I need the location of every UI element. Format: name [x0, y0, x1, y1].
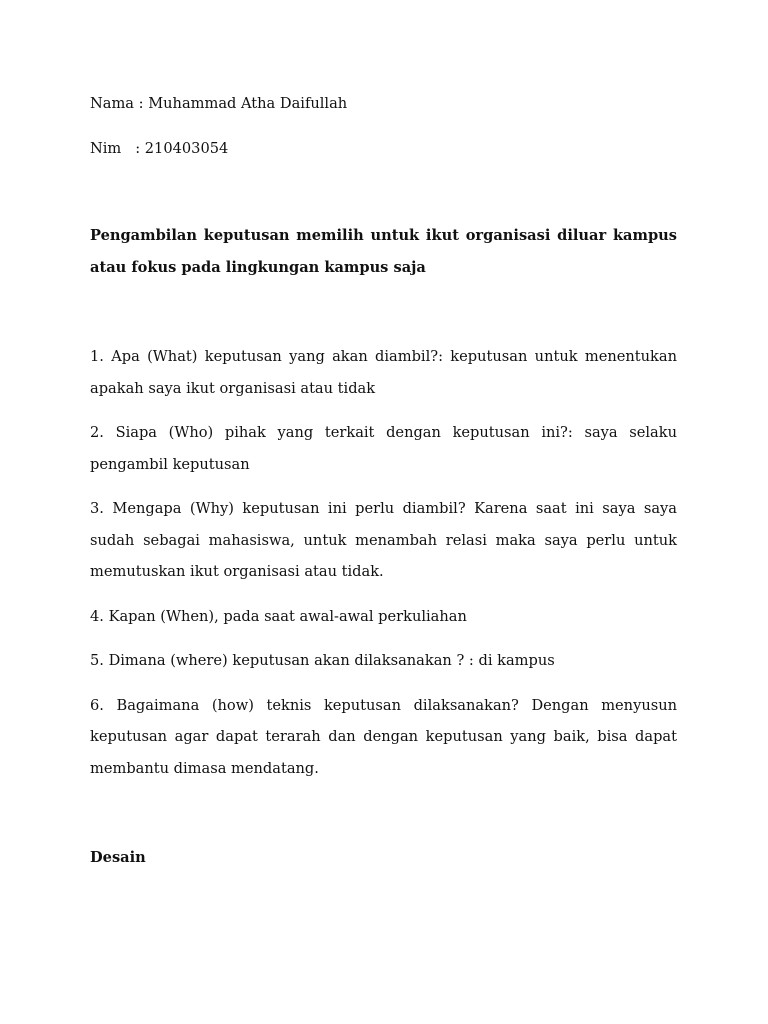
section-heading-desain: Desain	[90, 849, 146, 866]
document-title: Pengambilan keputusan memilih untuk ikut organisasi diluar kampus atau fokus pada lingkungan kampus saja	[90, 227, 677, 276]
list-item-where: 5. Dimana (where) keputusan akan dilaksanakan ? : di kampus	[90, 652, 555, 669]
student-name-line: Nama : Muhammad Atha Daifullah	[90, 95, 348, 112]
list-item-who: 2. Siapa (Who) pihak yang terkait dengan keputusan ini?: saya selaku pengambil keputusan	[90, 424, 677, 473]
question-list	[90, 341, 677, 784]
list-item-how: 6. Bagaimana (how) teknis keputusan dilaksanakan? Dengan menyusun keputusan agar dapat terarah dan dengan keputusan yang baik, bisa dapat membantu dimasa mendatang.	[90, 696, 677, 777]
student-nim-line: Nim : 210403054	[90, 140, 229, 157]
list-item-what: 1. Apa (What) keputusan yang akan diambil?: keputusan untuk menentukan apakah saya ikut organisasi atau tidak	[90, 348, 677, 397]
list-item-when: 4. Kapan (When), pada saat awal-awal perkuliahan	[90, 607, 467, 625]
document-body	[90, 92, 677, 874]
list-item-why: 3. Mengapa (Why) keputusan ini perlu diambil? Karena saat ini saya saya sudah sebagai mahasiswa, untuk menambah relasi maka saya perlu untuk memutuskan ikut organisasi atau tidak.	[90, 500, 677, 580]
